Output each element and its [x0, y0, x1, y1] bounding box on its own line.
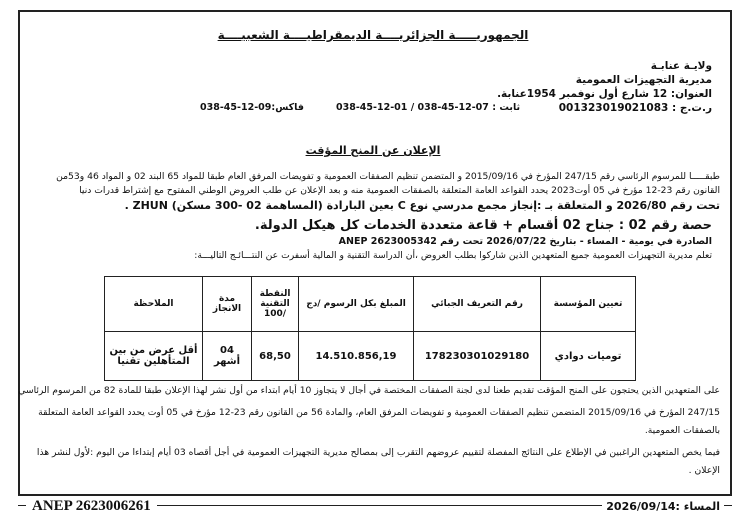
address-label: العنوان: 12 شارع أول نوفمبر 1954عنابة.: [497, 88, 712, 100]
header-duration: مدة الانجاز: [203, 277, 252, 332]
published-label: الصادرة في يومية - المساء - بتاريخ 2026/07/22 تحت رقم ANEP 2623005342: [338, 236, 712, 247]
cell-remark: أقل عرض من بين المتأهلين تقنيا: [105, 332, 203, 381]
cell-amount: 14.510.856,19: [299, 332, 414, 381]
inform-label: تعلم مديرية التجهيزات العمومية جميع المتعهدين الذين شاركوا بطلب العروض ،أن الدراسة التقنية و المالية أسفرت عن النتـــائـج التاليـــة:: [194, 250, 712, 261]
cell-technical-score: 68,50: [252, 332, 299, 381]
cell-tax-id: 178230301029180: [414, 332, 541, 381]
closing-line: على المتعهدين الذين يحتجون على المنح المؤقت تقديم طعنا لدى لجنة الصفقات المختصة في أجال لا يتجاوز 10 أيام ابتداء من أول نشر لهذا الإعلان طبقا للمادة 82 من المرسوم الرئاسي: [18, 385, 720, 396]
closing-line: 247/15 المؤرخ في 2015/09/16 المتضمن تنظيم الصفقات العمومية و تفويضات المرفق العام، والمادة 56 من القانون رقم 23-12 مؤرخ في 05 أوت يحدد القواعد العامة المتعلقة: [38, 407, 720, 418]
paragraph-line: طبقـــــا للمرسوم الرئاسي رقم 247/15 المؤرخ في 2015/09/16 و المتضمن تنظيم الصفقات العمومية و تفويضات المرفق العام طبقا للمواد 65 البند 02 و المواد 46 و53من: [56, 171, 720, 182]
lot-title: حصة رقم 02 : جناح 02 أقسام + قاعة متعددة الخدمات كل هيكل الدولة.: [254, 218, 712, 233]
header-remark: الملاحظة: [105, 277, 203, 332]
header-company: تعيين المؤسسة: [541, 277, 636, 332]
table-header-row: [105, 277, 636, 332]
cell-company: توميات دوادي: [541, 332, 636, 381]
footer-date: المساء :2026/09/14: [602, 500, 724, 513]
closing-line: فيما يخص المتعهدين الراغبين في الإطلاع على النتائج المفصلة لتقييم عروضهم التقرب إلى بمصالح مديرية التجهيزات العمومية في أجل أقصاه 03 أيام إبتداءا من اليوم :لأول لنشر هذا: [36, 447, 720, 458]
closing-line: الإعلان .: [688, 465, 720, 476]
header-technical-score: النقطة التقنية /100: [252, 277, 299, 332]
results-table: [104, 276, 636, 381]
header-tax-id: رقم التعريف الجبائي: [414, 277, 541, 332]
phone-label: ثابت : 07-12-45-038 / 01-12-45-038: [336, 102, 521, 113]
wilaya-label: ولايـة عنابـة: [650, 60, 712, 72]
nif-label: ر.ت.ج : 001323019021083: [558, 102, 712, 114]
fax-label: فاكس:09-12-45-038: [200, 102, 304, 113]
paragraph-line: القانون رقم 23-12 مؤرخ في 05 أوت2023 يحدد القواعد العامة المتعلقة بالصفقات العمومية منه و بعد الإعلان عن طلب العروض الوطني المفتوح مع إشتراط قدرات دنيا: [79, 185, 720, 196]
closing-line: بالصفقات العمومية.: [644, 425, 720, 436]
directorate-label: مديرية التجهيزات العمومية: [575, 74, 712, 86]
footer-anep: ANEP 2623006261: [26, 498, 157, 515]
cell-duration: 04 أشهر: [203, 332, 252, 381]
republic-header: الجمهوريـــــة الجزائريــــة الديمقراطيــــة الشعبيــــة: [217, 28, 529, 42]
notice-title: الإعلان عن المنح المؤقت: [305, 144, 441, 157]
paragraph-line: تحت رقم 2026/80 و المتعلقة بـ :إنجاز مجمع مدرسي نوع C بعين البارادة (المساهمة 02 -300 مسكن) ZHUN .: [124, 199, 720, 212]
table-row: [105, 332, 636, 381]
header-amount: المبلغ بكل الرسوم /دج: [299, 277, 414, 332]
